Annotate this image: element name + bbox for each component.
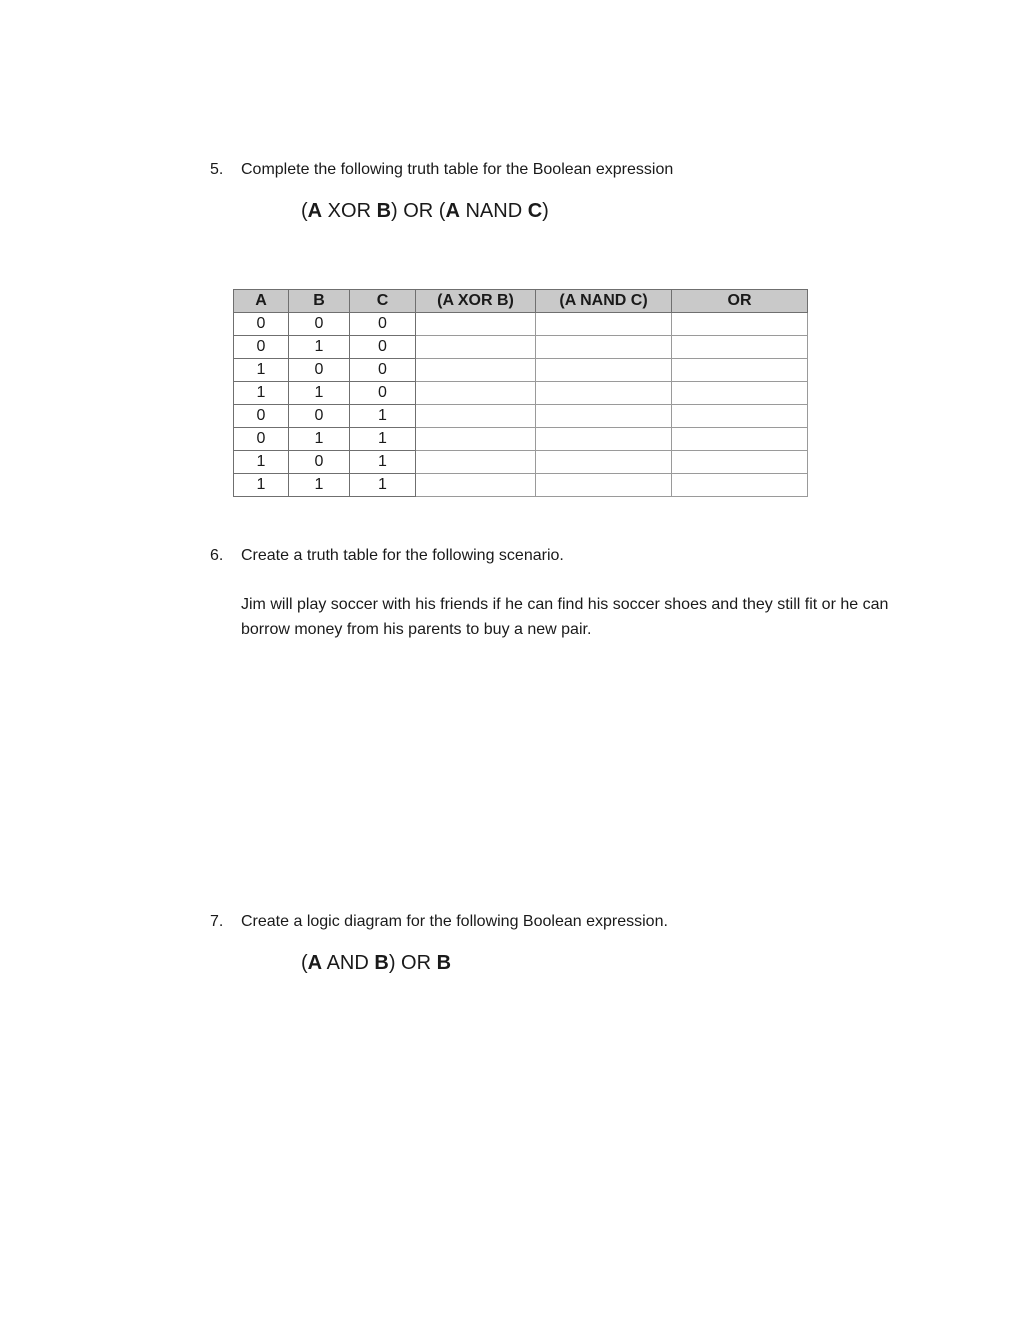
expression-variable: C xyxy=(527,200,543,222)
cell-a-nand-c xyxy=(536,313,672,336)
table-row xyxy=(234,474,808,497)
cell-a: 0 xyxy=(234,313,289,336)
truth-table-body xyxy=(234,313,808,497)
expression-operator: AND xyxy=(322,952,375,974)
cell-c: 0 xyxy=(350,382,416,405)
expression-variable: A xyxy=(307,200,323,222)
cell-a: 1 xyxy=(234,359,289,382)
column-header-a-nand-c: (A NAND C) xyxy=(536,290,672,313)
cell-c: 0 xyxy=(350,336,416,359)
cell-a-xor-b xyxy=(416,428,536,451)
cell-c: 1 xyxy=(350,474,416,497)
cell-or xyxy=(672,336,808,359)
truth-table-header-row xyxy=(234,290,808,313)
cell-a-nand-c xyxy=(536,336,672,359)
expression-operator: NAND xyxy=(459,200,528,222)
question-7-expression xyxy=(301,950,451,976)
cell-b: 1 xyxy=(289,428,350,451)
cell-a: 1 xyxy=(234,451,289,474)
question-6-number: 6. xyxy=(210,547,224,564)
expression-operator: ) OR xyxy=(388,952,437,974)
cell-a: 1 xyxy=(234,474,289,497)
truth-table xyxy=(233,289,808,497)
cell-a-nand-c xyxy=(536,359,672,382)
question-5-expression xyxy=(301,198,549,224)
cell-a: 1 xyxy=(234,382,289,405)
cell-b: 0 xyxy=(289,405,350,428)
question-5-number: 5. xyxy=(210,161,224,178)
cell-c: 1 xyxy=(350,405,416,428)
cell-or xyxy=(672,451,808,474)
expression-variable: B xyxy=(374,952,389,974)
table-row xyxy=(234,428,808,451)
cell-b: 1 xyxy=(289,382,350,405)
cell-a-nand-c xyxy=(536,451,672,474)
cell-c: 0 xyxy=(350,359,416,382)
column-header-b: B xyxy=(289,290,350,313)
expression-operator: ( xyxy=(301,200,308,222)
cell-c: 1 xyxy=(350,451,416,474)
cell-a: 0 xyxy=(234,405,289,428)
question-6-scenario: Jim will play soccer with his friends if he can find his soccer shoes and they still fit or he can borrow money from his parents to buy a new pair. xyxy=(241,596,889,638)
cell-or xyxy=(672,359,808,382)
cell-or xyxy=(672,428,808,451)
expression-variable: A xyxy=(307,952,323,974)
expression-operator: XOR xyxy=(322,200,377,222)
column-header-a: A xyxy=(234,290,289,313)
cell-a-xor-b xyxy=(416,474,536,497)
table-row xyxy=(234,336,808,359)
cell-a-xor-b xyxy=(416,359,536,382)
cell-a-xor-b xyxy=(416,313,536,336)
cell-a-xor-b xyxy=(416,336,536,359)
expression-variable: B xyxy=(436,952,452,974)
table-row xyxy=(234,359,808,382)
cell-or xyxy=(672,474,808,497)
cell-a-xor-b xyxy=(416,451,536,474)
cell-or xyxy=(672,405,808,428)
question-7-number: 7. xyxy=(210,913,224,930)
table-row xyxy=(234,451,808,474)
cell-or xyxy=(672,382,808,405)
cell-b: 0 xyxy=(289,451,350,474)
expression-variable: A xyxy=(445,200,460,222)
question-6-prompt: Create a truth table for the following scenario. xyxy=(241,547,564,564)
cell-b: 0 xyxy=(289,359,350,382)
table-row xyxy=(234,313,808,336)
table-row xyxy=(234,405,808,428)
table-row xyxy=(234,382,808,405)
column-header-c: C xyxy=(350,290,416,313)
cell-b: 1 xyxy=(289,336,350,359)
cell-a-xor-b xyxy=(416,405,536,428)
expression-operator: ( xyxy=(301,952,308,974)
cell-a: 0 xyxy=(234,336,289,359)
expression-operator: ) xyxy=(542,200,549,222)
cell-b: 0 xyxy=(289,313,350,336)
cell-c: 1 xyxy=(350,428,416,451)
cell-or xyxy=(672,313,808,336)
column-header-a-xor-b: (A XOR B) xyxy=(416,290,536,313)
question-7-prompt: Create a logic diagram for the following Boolean expression. xyxy=(241,913,668,930)
question-5-prompt: Complete the following truth table for the Boolean expression xyxy=(241,161,674,178)
cell-c: 0 xyxy=(350,313,416,336)
expression-variable: B xyxy=(376,200,392,222)
cell-a-nand-c xyxy=(536,382,672,405)
cell-a: 0 xyxy=(234,428,289,451)
cell-b: 1 xyxy=(289,474,350,497)
cell-a-nand-c xyxy=(536,405,672,428)
cell-a-nand-c xyxy=(536,428,672,451)
cell-a-xor-b xyxy=(416,382,536,405)
cell-a-nand-c xyxy=(536,474,672,497)
expression-operator: ) OR ( xyxy=(391,200,446,222)
column-header-or: OR xyxy=(672,290,808,313)
